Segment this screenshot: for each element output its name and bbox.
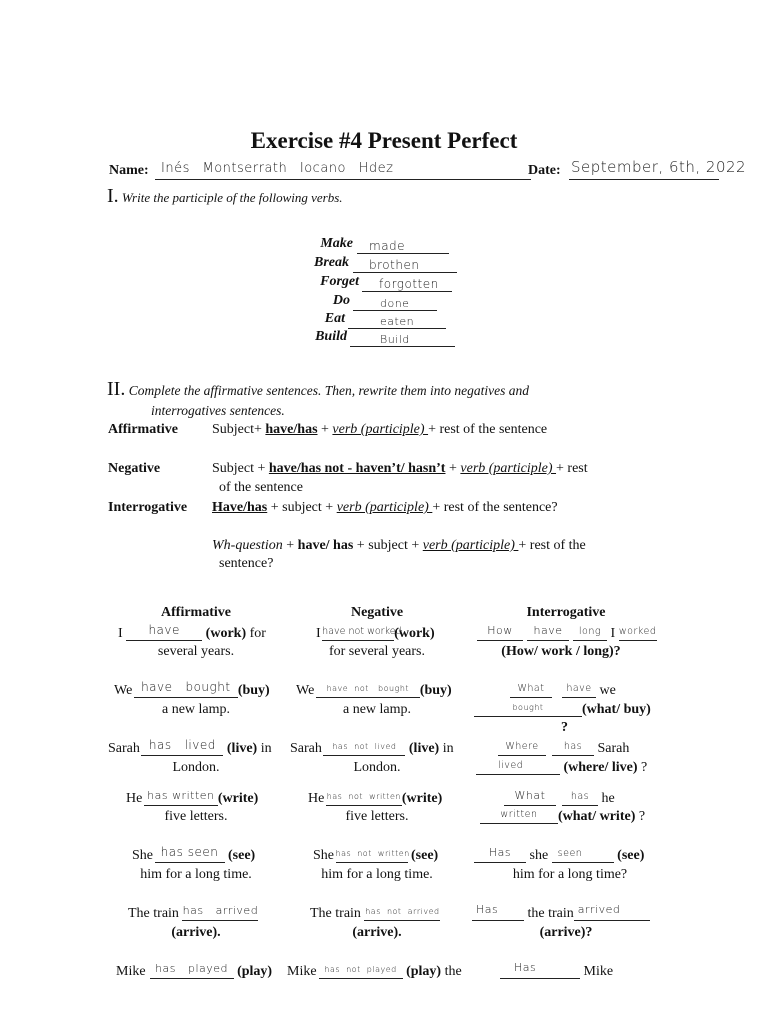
negative-line2: (arrive). bbox=[352, 925, 402, 940]
rule-text: verb (participle) bbox=[332, 422, 429, 437]
negative-cell bbox=[313, 848, 438, 864]
answer-field[interactable] bbox=[322, 626, 402, 641]
affirmative-cell bbox=[116, 964, 272, 980]
negative-line2: five letters. bbox=[345, 809, 409, 824]
answer-field[interactable] bbox=[348, 312, 446, 329]
answer-text: has not played bbox=[324, 965, 397, 974]
affirmative-cell bbox=[108, 738, 272, 757]
subject-text: He bbox=[126, 791, 143, 806]
verb-label: Do bbox=[332, 293, 350, 308]
cue-text: (live) bbox=[408, 741, 440, 756]
answer-field[interactable] bbox=[141, 738, 223, 756]
subject-text: He bbox=[308, 791, 325, 806]
answer-field[interactable] bbox=[126, 623, 202, 641]
table-row bbox=[0, 738, 768, 781]
negative-rule-label: Negative bbox=[108, 461, 161, 476]
subject-text: Sarah bbox=[290, 741, 322, 756]
answer-text: has seen bbox=[160, 845, 219, 859]
negative-rule-cont: of the sentence bbox=[219, 480, 303, 495]
subject-text: We bbox=[114, 683, 133, 698]
affirmative-cell bbox=[126, 791, 258, 807]
wh-question-rule-cont: sentence? bbox=[219, 556, 274, 571]
affirmative-line2: him for a long time. bbox=[140, 867, 252, 882]
subject-text: The train bbox=[128, 906, 179, 921]
answer-text: has not lived bbox=[332, 742, 397, 751]
cue-text: (write) bbox=[217, 791, 259, 806]
answer-text: forgotten bbox=[379, 277, 439, 291]
affirmative-line2: five letters. bbox=[164, 809, 228, 824]
cue-text: (buy) bbox=[237, 683, 270, 698]
answer-field[interactable] bbox=[574, 903, 650, 921]
table-row bbox=[0, 903, 768, 946]
interrogative-cell bbox=[510, 683, 616, 699]
section-2-numeral: II. bbox=[107, 378, 126, 400]
section-1-heading bbox=[107, 185, 343, 208]
answer-field[interactable] bbox=[357, 237, 449, 254]
answer-text: Build bbox=[380, 333, 410, 346]
negative-cell bbox=[290, 741, 454, 757]
answer-text: has not arrived bbox=[365, 907, 440, 916]
cue-text: (see) bbox=[228, 848, 256, 863]
wh-question-rule bbox=[212, 538, 586, 554]
col-header-affirmative: Affirmative bbox=[161, 605, 231, 620]
negative-rule bbox=[212, 461, 588, 477]
section-1-numeral: I. bbox=[107, 185, 119, 207]
affirmative-cell bbox=[128, 906, 258, 922]
affirmative-line2: (arrive). bbox=[171, 925, 221, 940]
subject-text: Mike bbox=[287, 964, 317, 979]
answer-field[interactable] bbox=[476, 760, 560, 775]
answer-field[interactable] bbox=[134, 680, 238, 698]
answer-text: What bbox=[517, 683, 545, 694]
rule-text: + rest bbox=[556, 461, 588, 476]
rule-text: Subject+ bbox=[212, 422, 266, 437]
rule-text: Have/has bbox=[212, 500, 268, 515]
cue-text: (work) bbox=[394, 626, 435, 641]
answer-field[interactable] bbox=[474, 848, 526, 863]
answer-text: long bbox=[578, 626, 602, 637]
interrogative-cell bbox=[500, 961, 614, 980]
section-2-heading bbox=[107, 378, 529, 401]
cue-text: (work) bbox=[205, 626, 247, 641]
answer-text: have not worked bbox=[322, 626, 402, 637]
answer-text: eaten bbox=[380, 315, 415, 328]
answer-field[interactable] bbox=[477, 626, 523, 641]
cue-after: ? bbox=[635, 809, 646, 824]
negative-cell bbox=[308, 791, 442, 807]
answer-field[interactable] bbox=[323, 741, 405, 756]
rule-text: + rest of the sentence? bbox=[432, 500, 558, 515]
cue-text: (play) bbox=[406, 964, 442, 979]
answer-field[interactable] bbox=[619, 626, 657, 641]
rule-text: + bbox=[317, 422, 333, 437]
interrogative-rule bbox=[212, 500, 558, 516]
subject-text: We bbox=[296, 683, 315, 698]
answer-text: Has bbox=[488, 846, 512, 859]
answer-text: have bbox=[533, 624, 563, 637]
answer-field[interactable] bbox=[326, 791, 402, 806]
subject-text: she bbox=[529, 848, 549, 863]
verb-label: Break bbox=[314, 255, 349, 270]
affirmative-cell bbox=[114, 680, 270, 699]
subject-text: She bbox=[313, 848, 334, 863]
cue-text: (what/ write) bbox=[558, 809, 636, 824]
interrogative-line2: (How/ work / long)? bbox=[501, 644, 621, 659]
answer-field[interactable] bbox=[336, 848, 408, 863]
interrogative-line2 bbox=[480, 809, 645, 825]
subject-text: Sarah bbox=[597, 741, 630, 756]
rule-text: + subject + bbox=[353, 538, 423, 553]
answer-text: have bbox=[566, 683, 592, 694]
affirmative-cell bbox=[118, 623, 266, 642]
cue-text: (see) bbox=[617, 848, 645, 863]
interrogative-cell bbox=[498, 741, 629, 757]
cue-after: the bbox=[441, 964, 462, 979]
subject-text: Sarah bbox=[108, 741, 140, 756]
answer-field[interactable] bbox=[510, 683, 552, 698]
subject-text: Mike bbox=[116, 964, 146, 979]
answer-text: have bbox=[148, 623, 180, 637]
negative-line2: for several years. bbox=[328, 644, 425, 659]
answer-text: Has bbox=[476, 903, 499, 916]
interrogative-cell bbox=[504, 791, 615, 807]
answer-field[interactable] bbox=[527, 626, 569, 641]
subject-text: I bbox=[316, 626, 321, 641]
answer-text: worked bbox=[618, 626, 657, 637]
rule-text: verb (participle) bbox=[336, 500, 433, 515]
affirmative-cell bbox=[132, 845, 256, 864]
answer-field[interactable] bbox=[182, 906, 258, 921]
cue-text: (play) bbox=[237, 964, 273, 979]
verb-label: Build bbox=[315, 329, 347, 344]
rule-text: have/has not - haven’t/ hasn’t bbox=[268, 461, 446, 476]
name-row bbox=[109, 158, 747, 184]
answer-text: have bought bbox=[141, 680, 231, 694]
answer-text: done bbox=[380, 297, 410, 310]
answer-text: has arrived bbox=[182, 904, 259, 917]
rule-text: + bbox=[282, 538, 298, 553]
answer-text: has bbox=[570, 791, 590, 802]
answer-field[interactable] bbox=[364, 906, 440, 921]
cue-text: (live) bbox=[226, 741, 258, 756]
answer-field[interactable] bbox=[562, 791, 598, 806]
answer-text: arrived bbox=[577, 903, 621, 916]
cue-text: (write) bbox=[401, 791, 443, 806]
answer-field[interactable] bbox=[552, 741, 594, 756]
answer-text: has written bbox=[147, 789, 215, 802]
date-label: Date: bbox=[528, 163, 561, 178]
rule-text: verb (participle) bbox=[460, 461, 557, 476]
subject-text: She bbox=[132, 848, 153, 863]
interrogative-cell bbox=[472, 903, 650, 922]
interrogative-line2 bbox=[474, 702, 651, 718]
table-row bbox=[0, 845, 768, 888]
answer-text: How bbox=[487, 624, 513, 637]
rule-text: have/ has bbox=[297, 538, 354, 553]
answer-text: bought bbox=[512, 703, 544, 712]
subject-text: The train bbox=[310, 906, 361, 921]
answer-field[interactable] bbox=[319, 964, 403, 979]
answer-field[interactable] bbox=[472, 903, 524, 921]
cue-after: in bbox=[257, 741, 272, 756]
section-2-instruction-2: interrogatives sentences. bbox=[151, 403, 285, 418]
answer-text: What bbox=[514, 789, 546, 802]
answer-field[interactable] bbox=[353, 294, 437, 311]
answer-text: Where bbox=[505, 741, 539, 752]
answer-field[interactable] bbox=[144, 791, 218, 806]
answer-field[interactable] bbox=[573, 626, 607, 641]
subject-text: we bbox=[599, 683, 616, 698]
answer-field[interactable] bbox=[552, 848, 614, 863]
rule-text: verb (participle) bbox=[422, 538, 519, 553]
answer-field[interactable] bbox=[504, 791, 556, 806]
answer-text: has not written bbox=[335, 849, 410, 858]
interrogative-line2: (arrive)? bbox=[539, 925, 593, 940]
cue-text: (see) bbox=[411, 848, 439, 863]
col-header-interrogative: Interrogative bbox=[526, 605, 606, 620]
answer-field[interactable] bbox=[562, 683, 596, 698]
cue-after: ? bbox=[637, 760, 648, 775]
section-1-instruction: Write the participle of the following verbs. bbox=[121, 190, 343, 205]
table-row bbox=[0, 961, 768, 988]
answer-field[interactable] bbox=[500, 961, 580, 979]
affirmative-line2: several years. bbox=[157, 644, 235, 659]
answer-field[interactable] bbox=[150, 964, 234, 979]
subject-text: I bbox=[118, 626, 123, 641]
table-row bbox=[0, 791, 768, 831]
rule-text: Wh-question bbox=[212, 538, 283, 553]
interrogative-line2 bbox=[476, 760, 647, 776]
rule-text: + bbox=[445, 461, 461, 476]
table-row bbox=[0, 623, 768, 666]
interrogative-line3: ? bbox=[561, 720, 568, 735]
negative-line2: London. bbox=[353, 760, 401, 775]
cue-after: in bbox=[439, 741, 454, 756]
verb-label: Forget bbox=[320, 274, 359, 289]
col-header-negative: Negative bbox=[350, 605, 404, 620]
rule-text: Subject + bbox=[212, 461, 269, 476]
section-2-instruction-1: Complete the affirmative sentences. Then, rewrite them into negatives and bbox=[128, 383, 529, 398]
subject-text: I bbox=[610, 626, 616, 641]
name-label: Name: bbox=[109, 163, 149, 178]
subject-text: he bbox=[601, 791, 615, 806]
answer-field[interactable] bbox=[480, 809, 558, 824]
cue-after: for bbox=[246, 626, 266, 641]
cue-text: (what/ buy) bbox=[582, 702, 651, 717]
date-field[interactable] bbox=[569, 158, 747, 180]
negative-cell bbox=[287, 964, 462, 980]
negative-cell bbox=[310, 906, 440, 922]
affirmative-rule-label: Affirmative bbox=[108, 422, 178, 437]
verb-label: Eat bbox=[324, 311, 345, 326]
subject-text: Mike bbox=[583, 964, 614, 979]
answer-text: Has bbox=[514, 961, 537, 974]
answer-field[interactable] bbox=[155, 845, 225, 863]
name-value: Inés Montserrath Iocano Hdez bbox=[161, 161, 394, 176]
interrogative-cell bbox=[477, 626, 657, 642]
answer-text: lived bbox=[498, 760, 524, 771]
negative-line2: a new lamp. bbox=[342, 702, 412, 717]
rule-text: + subject + bbox=[267, 500, 337, 515]
verb-label: Make bbox=[320, 236, 353, 251]
answer-text: has bbox=[563, 741, 583, 752]
affirmative-line2: a new lamp. bbox=[161, 702, 231, 717]
negative-cell bbox=[316, 626, 435, 642]
answer-field[interactable] bbox=[362, 275, 452, 292]
table-row bbox=[0, 680, 768, 739]
answer-text: written bbox=[500, 809, 538, 820]
answer-text: made bbox=[369, 239, 406, 253]
rule-text: + rest of the sentence bbox=[428, 422, 548, 437]
negative-line2: him for a long time. bbox=[321, 867, 433, 882]
interrogative-line2: him for a long time? bbox=[512, 867, 628, 882]
verb-list bbox=[0, 236, 768, 348]
subject-text: the train bbox=[527, 906, 574, 921]
page-title: Exercise #4 Present Perfect bbox=[250, 128, 518, 153]
affirmative-line2: London. bbox=[172, 760, 220, 775]
negative-cell bbox=[296, 683, 452, 699]
answer-field[interactable] bbox=[316, 683, 420, 698]
answer-text: has not written bbox=[326, 792, 401, 801]
answer-field[interactable] bbox=[498, 741, 546, 756]
answer-text: seen bbox=[557, 848, 583, 859]
answer-text: have not bought bbox=[326, 684, 410, 693]
rule-text: + rest of the bbox=[518, 538, 586, 553]
answer-field[interactable] bbox=[350, 330, 455, 347]
cue-text: (where/ live) bbox=[563, 760, 638, 775]
answer-field[interactable] bbox=[474, 702, 582, 717]
affirmative-rule bbox=[212, 422, 547, 438]
rule-text: have/has bbox=[265, 422, 318, 437]
cue-text: (buy) bbox=[419, 683, 452, 698]
answer-text: brothen bbox=[369, 258, 420, 272]
interrogative-cell bbox=[474, 848, 644, 864]
interrogative-rule-label: Interrogative bbox=[108, 500, 188, 515]
name-field[interactable] bbox=[155, 160, 531, 180]
answer-field[interactable] bbox=[353, 256, 457, 273]
date-value: September, 6th, 2022 bbox=[571, 158, 747, 176]
answer-text: has played bbox=[155, 962, 229, 975]
answer-text: has lived bbox=[148, 738, 216, 752]
